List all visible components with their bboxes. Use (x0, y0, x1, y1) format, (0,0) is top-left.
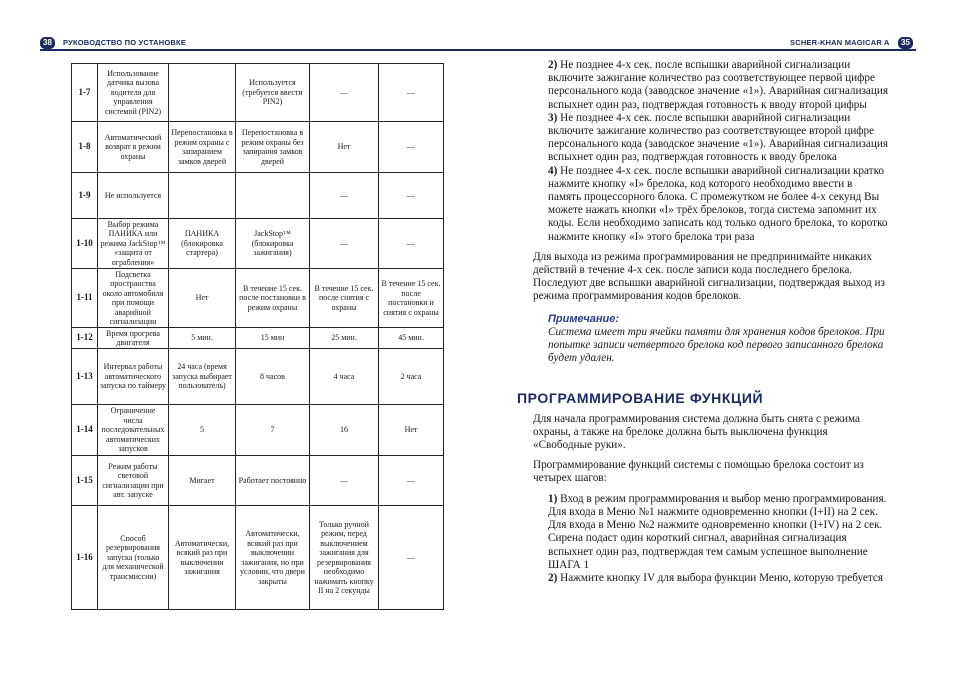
option-cell: 5 (169, 405, 236, 456)
option-cell: — (379, 122, 444, 173)
option-cell: ПАНИКА (блокировка стартера) (169, 219, 236, 269)
header-rule (40, 49, 916, 51)
step-4-text: Не позднее 4-х сек. после вспышки аварийной сигнализации кратко нажмите кнопку «I» брелока, код которого необходимо ввести в память процессорного блока. С промежутком не более 4-х секунд Вы можете нажать кнопки «I» трёх брелоков, тогда система запомнит их коды. Если необходимо записать код только одного брелока, то коротко нажмите кнопку «I» этого брелока три раза (548, 164, 888, 243)
table-row (72, 64, 444, 122)
option-cell: 15 мин (236, 328, 310, 349)
step-3-paragraph (533, 112, 888, 165)
right-page-header: SCHER-KHAN MAGICAR A (790, 38, 890, 47)
option-cell: 2 часа (379, 349, 444, 405)
parameter-name-cell: Время прогрева двигателя (98, 328, 169, 349)
intro-paragraph-2: Программирование функций системы с помощью брелока состоит из четырех шагов: (533, 459, 864, 485)
prog-step-1-paragraph (533, 493, 888, 572)
option-cell: Только ручной режим, перед выключением зажигания для резервирования необходимо нажимать кнопку II на 2 секунды (310, 506, 379, 610)
option-cell: Работает постоянно (236, 456, 310, 506)
option-cell (169, 173, 236, 219)
row-number-cell: 1-12 (72, 328, 98, 349)
table-row (72, 269, 444, 328)
option-cell: Автоматически, всякий раз при выключении зажигания (169, 506, 236, 610)
option-cell: — (379, 506, 444, 610)
parameter-name-cell: Не используется (98, 173, 169, 219)
row-number-cell: 1-11 (72, 269, 98, 328)
prog-step-2-paragraph (533, 572, 888, 585)
option-cell: Нет (169, 269, 236, 328)
option-cell (169, 64, 236, 122)
option-cell: Используется (требуется ввести PIN2) (236, 64, 310, 122)
option-cell: 24 часа (время запуска выбирает пользователь) (169, 349, 236, 405)
option-cell: — (310, 64, 379, 122)
step-4-paragraph (533, 165, 888, 244)
option-cell: Перепостановка в режим охраны без запирания замков дверей (236, 122, 310, 173)
prog-step-1-text: Вход в режим программирования и выбор меню программирования. Для входа в Меню №1 нажмите одновременно кнопки (I+II) на 2 сек. Для входа в Меню №2 нажмите одновременно кнопки (I+IV) на 2 сек. Сирена подаст один короткий сигнал, аварийная сигнализация вспыхнет один раз, подтверждая тем самым успешное выполнение ШАГА 1 (548, 492, 887, 571)
parameter-name-cell: Способ резервирования запуска (только для механической трансмиссии) (98, 506, 169, 610)
option-cell: Нет (310, 122, 379, 173)
table-row (72, 506, 444, 610)
option-cell: Нет (379, 405, 444, 456)
option-cell: — (379, 173, 444, 219)
option-cell: Автоматически, всякий раз при выключении зажигания, но при условии, что двери закрыты (236, 506, 310, 610)
table-row (72, 173, 444, 219)
option-cell: 45 мин. (379, 328, 444, 349)
table-row (72, 456, 444, 506)
step-2-number: 2) (548, 59, 558, 71)
row-number-cell: 1-8 (72, 122, 98, 173)
left-page-header: РУКОВОДСТВО ПО УСТАНОВКЕ (63, 38, 187, 47)
option-cell: — (379, 219, 444, 269)
table-row (72, 122, 444, 173)
option-cell: — (379, 456, 444, 506)
option-cell: Перепостановка в режим охраны с запиранием замков дверей (169, 122, 236, 173)
table-row (72, 405, 444, 456)
parameter-name-cell: Подсветка пространства около автомобиля при помощи аварийной сигнализации (98, 269, 169, 328)
table-row (72, 328, 444, 349)
parameter-name-cell: Автоматический возврат в режим охраны (98, 122, 169, 173)
parameter-name-cell: Ограничение числа последовательных автоматических запусков (98, 405, 169, 456)
row-number-cell: 1-9 (72, 173, 98, 219)
row-number-cell: 1-10 (72, 219, 98, 269)
option-cell: — (310, 173, 379, 219)
right-column (517, 59, 888, 585)
option-cell: 7 (236, 405, 310, 456)
option-cell: В течение 15 сек. после постановки в режим охраны (236, 269, 310, 328)
step-3-text: Не позднее 4-х сек. после вспышки аварийной сигнализации включите зажигание количество раз соответствующее второй цифре персонального кода (заводское значение «1»). Аварийная сигнализация вспыхнет один раз, подтверждая готовность к вводу брелока (548, 111, 888, 164)
step-3-number: 3) (548, 111, 558, 124)
option-cell: В течение 15 сек. после постановки и снятия с охраны (379, 269, 444, 328)
section-title: ПРОГРАММИРОВАНИЕ ФУНКЦИЙ (517, 390, 764, 407)
row-number-cell: 1-7 (72, 64, 98, 122)
row-number-cell: 1-14 (72, 405, 98, 456)
option-cell: 25 мин. (310, 328, 379, 349)
parameter-name-cell: Интервал работы автоматического запуска по таймеру (98, 349, 169, 405)
option-cell: — (379, 64, 444, 122)
option-cell: Мигает (169, 456, 236, 506)
option-cell: 4 часа (310, 349, 379, 405)
row-number-cell: 1-13 (72, 349, 98, 405)
row-number-cell: 1-15 (72, 456, 98, 506)
option-cell: В течение 15 сек. после снятия с охраны (310, 269, 379, 328)
exit-paragraph: Для выхода из режима программирования не предпринимайте никаких действий в течение 4-х сек. после записи кода последнего брелока. Последуют две вспышки аварийной сигнализации, подтверждая выход из режима программирования кодов брелоков. (533, 250, 885, 303)
table-row (72, 349, 444, 405)
option-cell: 8 часов (236, 349, 310, 405)
option-cell (236, 173, 310, 219)
prog-step-2-number: 2) (548, 571, 558, 584)
prog-step-1-number: 1) (548, 492, 558, 505)
table-row (72, 219, 444, 269)
option-cell: JackStop™ (блокировка зажигания) (236, 219, 310, 269)
option-cell: — (310, 456, 379, 506)
option-cell: — (310, 219, 379, 269)
row-number-cell: 1-16 (72, 506, 98, 610)
step-2-text: Не позднее 4-х сек. после вспышки аварийной сигнализации включите зажигание количество раз соответствующее первой цифре персонального кода (заводское значение «1»). Аварийная сигнализация вспыхнет один раз, подтверждая готовность к вводу второй цифры (548, 59, 888, 111)
step-4-number: 4) (548, 164, 558, 177)
note-text: Система имеет три ячейки памяти для хранения кодов брелоков. При попытке записи четвертого брелока код первого записанного брелока будет удален. (548, 325, 885, 365)
parameter-name-cell: Режим работы световой сигнализации при авт. запуске (98, 456, 169, 506)
step-2-paragraph (533, 59, 888, 112)
prog-step-2-text: Нажмите кнопку IV для выбора функции Меню, которую требуется (557, 571, 884, 584)
intro-paragraph-1: Для начала программирования система должна быть снята с режима охраны, а также на брелоке должна быть выключена функция «Свободные руки». (533, 412, 860, 452)
parameter-name-cell: Использование датчика вызова водителя для управления системой (PIN2) (98, 64, 169, 122)
settings-table (71, 63, 444, 610)
parameter-name-cell: Выбор режима ПАНИКА или режима JackStop™ «защита от ограбления» (98, 219, 169, 269)
left-page-number: 38 (40, 37, 55, 49)
option-cell: 16 (310, 405, 379, 456)
note-title: Примечание: (548, 312, 620, 325)
right-page-number: 35 (898, 37, 913, 49)
option-cell: 5 мин. (169, 328, 236, 349)
